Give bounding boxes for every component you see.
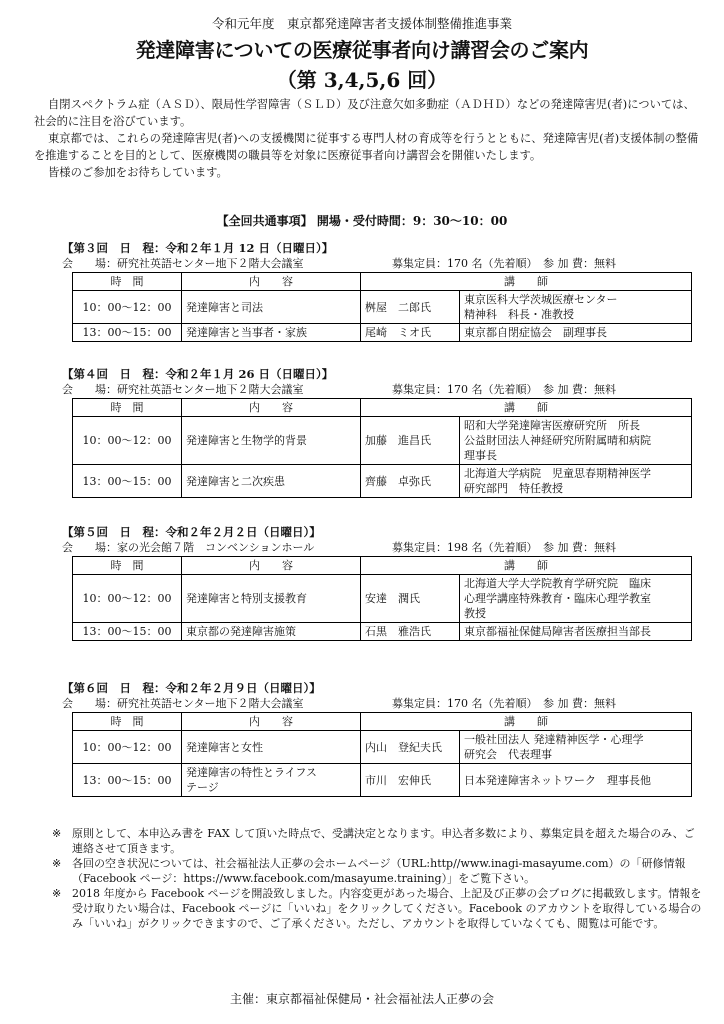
- content-cell: 発達障害と女性: [182, 731, 361, 764]
- time-header: 時 間: [73, 557, 182, 575]
- venue-text: 会 場：家の光会館７階 コンベンションホール: [62, 541, 315, 554]
- affiliation-cell: 東京医科大学茨城医療センター 精神科 科長・准教授: [460, 291, 692, 324]
- content-cell: 発達障害と特別支援教育: [182, 575, 361, 623]
- content-cell: 発達障害と司法: [182, 291, 361, 324]
- table-row: [73, 465, 692, 498]
- speaker-cell: 齊藤 卓弥氏: [361, 465, 460, 498]
- lecturer-header: 講 師: [361, 273, 692, 291]
- content-cell: 発達障害と生物学的背景: [182, 417, 361, 465]
- table-header-row: [73, 557, 692, 575]
- schedule-table: [72, 398, 692, 498]
- time-header: 時 間: [73, 713, 182, 731]
- time-cell: 13：00〜15：00: [73, 465, 182, 498]
- speaker-cell: 桝屋 二郎氏: [361, 291, 460, 324]
- time-cell: 10：00〜12：00: [73, 417, 182, 465]
- table-header-row: [73, 399, 692, 417]
- note-text[interactable]: 各回の空き状況については、社会福祉法人正夢の会ホームページ（URL:http//www.inagi-masayume.com）の「研修情報（Facebook ページ：https://www.facebook.com/masayume.training）」をご覧下さい。: [72, 857, 686, 885]
- content-header: 内 容: [182, 273, 361, 291]
- page-subtitle: （第 3,4,5,6 回）: [276, 68, 448, 92]
- affiliation-cell: 昭和大学発達障害医療研究所 所長 公益財団法人神経研究所附属晴和病院 理事長: [460, 417, 692, 465]
- organizer: 主催：東京都福祉保健局・社会福祉法人正夢の会: [229, 992, 494, 1006]
- time-cell: 13：00〜15：00: [73, 764, 182, 797]
- time-cell: 10：00〜12：00: [73, 575, 182, 623]
- affiliation-cell: 北海道大学病院 児童思春期精神医学 研究部門 特任教授: [460, 465, 692, 498]
- note-mark: ※: [52, 857, 62, 870]
- intro-text: [34, 96, 702, 181]
- table-row: [73, 623, 692, 641]
- schedule-table: [72, 272, 692, 342]
- time-cell: 13：00〜15：00: [73, 324, 182, 342]
- session-heading: 【第６回 日 程：令和２年２月９日（日曜日）】: [62, 681, 321, 695]
- lecturer-header: 講 師: [361, 399, 692, 417]
- program-name: 令和元年度 東京都発達障害者支援体制整備推進事業: [211, 16, 512, 31]
- speaker-cell: 石黒 雅浩氏: [361, 623, 460, 641]
- capacity-text: 募集定員：198 名（先着順） 参 加 費：無料: [392, 541, 616, 554]
- session-block: [62, 524, 698, 641]
- capacity-text: 募集定員：170 名（先着順） 参 加 費：無料: [392, 257, 616, 270]
- note-item: [52, 886, 702, 931]
- session-block: [62, 680, 698, 797]
- capacity-text: 募集定員：170 名（先着順） 参 加 費：無料: [392, 383, 616, 396]
- content-header: 内 容: [182, 399, 361, 417]
- content-cell: 東京都の発達障害施策: [182, 623, 361, 641]
- note-text: 原則として、本申込み書を FAX して頂いた時点で、受講決定となります。申込者多数により、募集定員を超えた場合のみ、ご連絡させて頂きます。: [72, 827, 695, 855]
- speaker-cell: 安達 潤氏: [361, 575, 460, 623]
- intro-paragraph: 皆様のご参加をお待ちしています。: [48, 166, 228, 179]
- time-cell: 10：00〜12：00: [73, 731, 182, 764]
- intro-paragraph: 東京都では、これらの発達障害児(者)への支援機関に従事する専門人材の育成等を行うとともに、発達障害児(者)支援体制の整備を推進することを目的として、医療機関の職員等を対象に医療従事者向け講習会を開催いたします。: [34, 132, 699, 162]
- table-row: [73, 731, 692, 764]
- session-block: [62, 366, 698, 498]
- capacity-text: 募集定員：170 名（先着順） 参 加 費：無料: [392, 697, 616, 710]
- intro-paragraph: 自閉スペクトラム症（ＡＳＤ）、限局性学習障害（ＳＬＤ）及び注意欠如多動症（ＡＤＨＤ）などの発達障害児(者)については、社会的に注目を浴びています。: [34, 98, 695, 128]
- note-item: [52, 856, 702, 886]
- lecturer-header: 講 師: [361, 713, 692, 731]
- table-row: [73, 291, 692, 324]
- session-venue-row: [62, 696, 698, 712]
- content-cell: 発達障害と二次疾患: [182, 465, 361, 498]
- table-row: [73, 764, 692, 797]
- speaker-cell: 加藤 進昌氏: [361, 417, 460, 465]
- table-row: [73, 417, 692, 465]
- note-item: [52, 826, 702, 856]
- lecturer-header: 講 師: [361, 557, 692, 575]
- common-info: 【全回共通事項】 開場・受付時間：9：30〜10：00: [216, 214, 508, 228]
- affiliation-cell: 北海道大学大学院教育学研究院 臨床 心理学講座特殊教育・臨床心理学教室 教授: [460, 575, 692, 623]
- note-mark: ※: [52, 827, 62, 840]
- content-header: 内 容: [182, 557, 361, 575]
- table-row: [73, 575, 692, 623]
- affiliation-cell: 東京都福祉保健局障害者医療担当部長: [460, 623, 692, 641]
- session-heading: 【第５回 日 程：令和２年２月２日（日曜日）】: [62, 525, 321, 539]
- notes: [52, 826, 702, 931]
- table-header-row: [73, 713, 692, 731]
- speaker-cell: 市川 宏伸氏: [361, 764, 460, 797]
- note-mark: ※: [52, 887, 62, 900]
- session-venue-row: [62, 256, 698, 272]
- session-heading: 【第３回 日 程：令和２年１月 12 日（日曜日）】: [62, 241, 334, 255]
- session-venue-row: [62, 540, 698, 556]
- content-cell: 発達障害の特性とライフス テージ: [182, 764, 361, 797]
- time-cell: 10：00〜12：00: [73, 291, 182, 324]
- speaker-cell: 尾崎 ミオ氏: [361, 324, 460, 342]
- session-heading: 【第４回 日 程：令和２年１月 26 日（日曜日）】: [62, 367, 334, 381]
- session-block: [62, 240, 698, 342]
- table-row: [73, 324, 692, 342]
- content-cell: 発達障害と当事者・家族: [182, 324, 361, 342]
- note-text: 2018 年度から Facebook ページを開設致しました。内容変更があった場合、上記及び正夢の会ブログに掲載致します。情報を受け取りたい場合は、Facebook ページに「いいね」をクリックしてください。Facebook のアカウントを取得している場合のみ「いいね」がクリックできますので、ご了承ください。ただし、アカウントを取得していなくても、閲覧は可能です。: [72, 887, 702, 930]
- page-title: 発達障害についての医療従事者向け講習会のご案内: [135, 38, 589, 62]
- content-header: 内 容: [182, 713, 361, 731]
- session-venue-row: [62, 382, 698, 398]
- table-header-row: [73, 273, 692, 291]
- time-header: 時 間: [73, 273, 182, 291]
- venue-text: 会 場：研究社英語センター地下２階大会議室: [62, 383, 304, 396]
- time-header: 時 間: [73, 399, 182, 417]
- schedule-table: [72, 556, 692, 641]
- affiliation-cell: 一般社団法人 発達精神医学・心理学 研究会 代表理事: [460, 731, 692, 764]
- schedule-table: [72, 712, 692, 797]
- affiliation-cell: 東京都自閉症協会 副理事長: [460, 324, 692, 342]
- speaker-cell: 内山 登紀夫氏: [361, 731, 460, 764]
- affiliation-cell: 日本発達障害ネットワーク 理事長他: [460, 764, 692, 797]
- venue-text: 会 場：研究社英語センター地下２階大会議室: [62, 697, 304, 710]
- time-cell: 13：00〜15：00: [73, 623, 182, 641]
- venue-text: 会 場：研究社英語センター地下２階大会議室: [62, 257, 304, 270]
